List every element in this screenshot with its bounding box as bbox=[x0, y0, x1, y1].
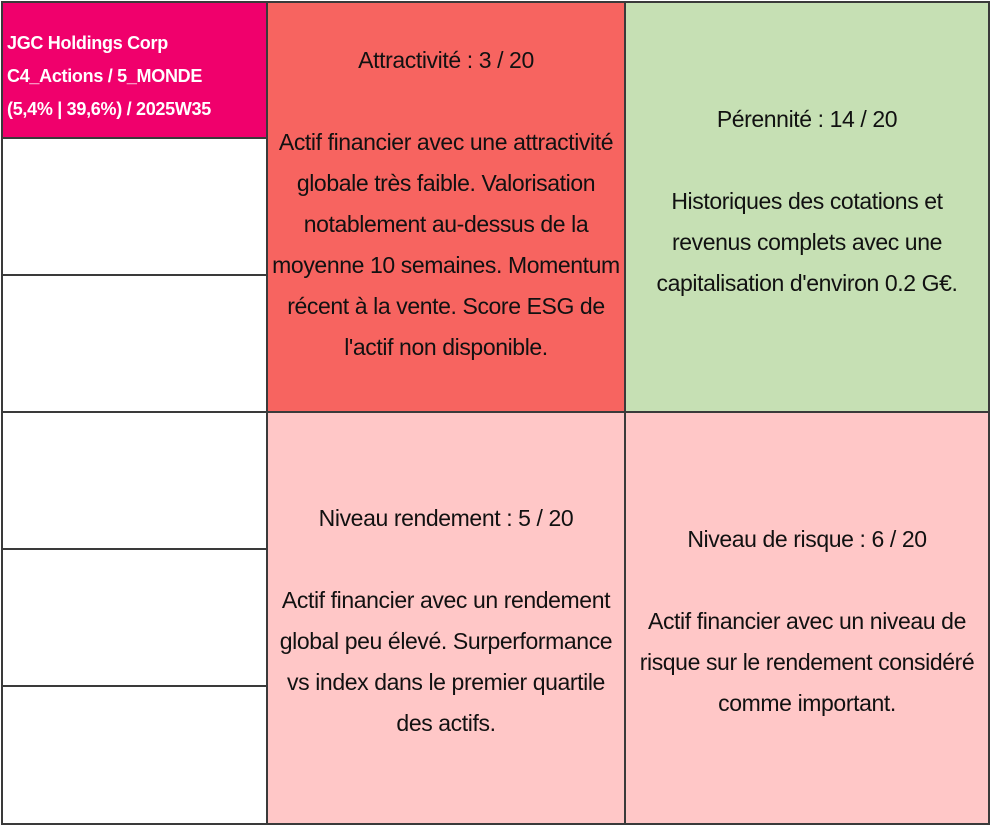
perennite-spacer bbox=[630, 140, 984, 181]
perennite-content bbox=[630, 99, 984, 304]
weights-week: (5,4% | 39,6%) / 2025W35 bbox=[7, 99, 211, 119]
blank-cell-1 bbox=[1, 137, 268, 276]
attractivite-cell bbox=[266, 1, 626, 413]
risque-content bbox=[630, 519, 984, 724]
rendement-score: Niveau rendement : 5 / 20 bbox=[318, 505, 574, 531]
blank-cell-5 bbox=[1, 685, 268, 825]
company-name: JGC Holdings Corp bbox=[7, 33, 168, 53]
risque-description: Actif financier avec un niveau de risque sur le rendement considéré comme important. bbox=[639, 607, 975, 716]
risque-cell bbox=[624, 411, 990, 825]
asset-category: C4_Actions / 5_MONDE bbox=[7, 66, 203, 86]
attractivite-description: Actif financier avec une attractivité globale très faible. Valorisation notablement au-dessus de la moyenne 10 semaines. Momentum récent à la vente. Score ESG de l'actif non disponible. bbox=[272, 129, 620, 360]
rendement-cell bbox=[266, 411, 626, 825]
perennite-score: Pérennité : 14 / 20 bbox=[716, 105, 898, 132]
attractivite-score: Attractivité : 3 / 20 bbox=[358, 47, 534, 73]
risque-spacer bbox=[630, 560, 984, 601]
perennite-cell bbox=[624, 1, 990, 413]
blank-cell-2 bbox=[1, 274, 268, 413]
perennite-description: Historiques des cotations et revenus complets avec une capitalisation d'environ 0.2 G€. bbox=[656, 187, 958, 296]
rendement-content bbox=[272, 498, 620, 744]
blank-cell-4 bbox=[1, 548, 268, 687]
asset-header-cell bbox=[1, 1, 268, 139]
attractivite-spacer bbox=[272, 81, 620, 122]
blank-cell-3 bbox=[1, 411, 268, 550]
rendement-description: Actif financier avec un rendement global peu élevé. Surperformance vs index dans le premier quartile des actifs. bbox=[279, 587, 613, 736]
risque-score: Niveau de risque : 6 / 20 bbox=[687, 525, 927, 552]
rendement-spacer bbox=[272, 539, 620, 580]
attractivite-content bbox=[272, 40, 620, 368]
